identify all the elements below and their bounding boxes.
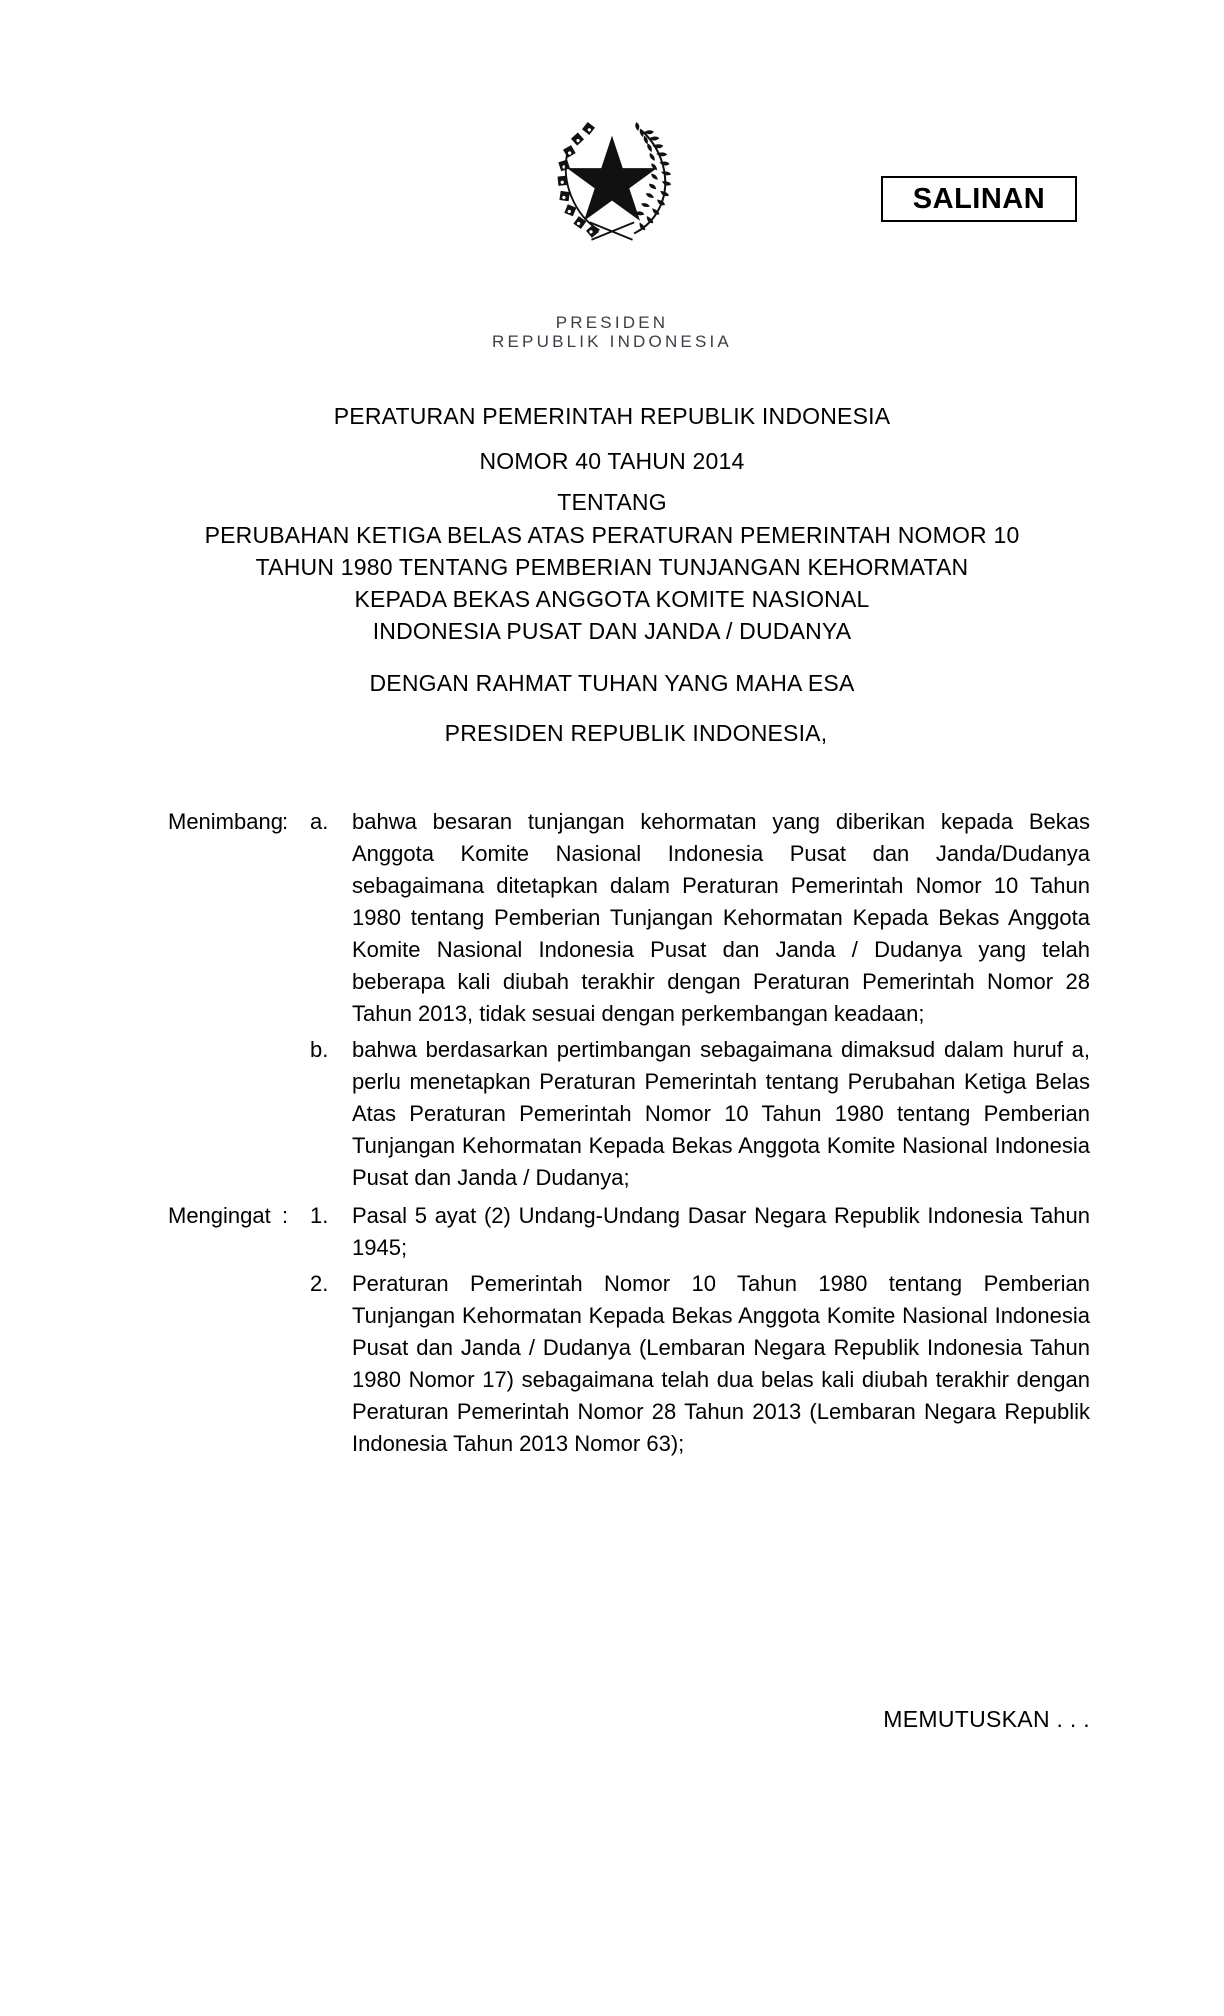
clause-row-mengingat <box>0 1200 1224 1460</box>
clause-row-menimbang <box>0 806 1224 1194</box>
list-item <box>310 1268 1090 1460</box>
list-item-marker: 1. <box>310 1203 329 1228</box>
subject-lines <box>112 519 1112 647</box>
clause-colon: : <box>282 1203 289 1228</box>
list-item-text: Pasal 5 ayat (2) Undang-Undang Dasar Negara Republik Indonesia Tahun 1945; <box>352 1203 1090 1260</box>
clause-label: Menimbang <box>168 809 283 834</box>
emblem-caption <box>0 313 1224 351</box>
clause-items <box>310 806 1224 1194</box>
clause-colon: : <box>282 809 289 834</box>
regulation-number: NOMOR 40 TAHUN 2014 <box>479 448 745 474</box>
clause-section <box>0 806 1224 1460</box>
emblem-caption-line2: REPUBLIK INDONESIA <box>492 332 732 351</box>
tentang-label: TENTANG <box>557 489 667 515</box>
presidential-seal-star-wreath-icon <box>532 104 692 254</box>
list-item <box>310 1034 1090 1194</box>
list-item-text: bahwa besaran tunjangan kehormatan yang diberikan kepada Bekas Anggota Komite Nasional Indonesia Pusat dan Janda/Dudanya sebagaimana ditetapkan dalam Peraturan Pemerintah Nomor 10 Tahun 1980 tentang Pemberian Tunjangan Kehormatan Kepada Bekas Anggota Komite Nasional Indonesia Pusat dan Janda / Dudanya yang telah beberapa kali diubah terakhir dengan Peraturan Pemerintah Nomor 28 Tahun 2013, tidak sesuai dengan perkembangan keadaan; <box>352 809 1090 1026</box>
subject-line-1: PERUBAHAN KETIGA BELAS ATAS PERATURAN PEMERINTAH NOMOR 10 <box>204 522 1020 548</box>
salinan-stamp-label: SALINAN <box>912 182 1046 215</box>
list-item-marker: b. <box>310 1037 329 1062</box>
list-item-text: Peraturan Pemerintah Nomor 10 Tahun 1980 tentang Pemberian Tunjangan Kehormatan Kepada Bekas Anggota Komite Nasional Indonesia Pusat dan Janda / Dudanya (Lembaran Negara Republik Indonesia Tahun 1980 Nomor 17) sebagaimana telah dua belas kali diubah terakhir dengan Peraturan Pemerintah Nomor 28 Tahun 2013 (Lembaran Negara Republik Indonesia Tahun 2013 Nomor 63); <box>352 1271 1090 1456</box>
list-item-text: bahwa berdasarkan pertimbangan sebagaimana dimaksud dalam huruf a, perlu menetapkan Peraturan Pemerintah tentang Perubahan Ketiga Belas Atas Peraturan Pemerintah Nomor 10 Tahun 1980 tentang Pemberian Tunjangan Kehormatan Kepada Bekas Anggota Komite Nasional Indonesia Pusat dan Janda / Dudanya; <box>352 1037 1090 1190</box>
list-item-marker: 2. <box>310 1271 329 1296</box>
list-item <box>310 806 1090 1030</box>
salinan-stamp <box>881 176 1077 222</box>
subject-line-3: KEPADA BEKAS ANGGOTA KOMITE NASIONAL <box>354 586 870 612</box>
list-item-marker: a. <box>310 809 329 834</box>
subject-line-4: INDONESIA PUSAT DAN JANDA / DUDANYA <box>372 618 852 644</box>
clause-items <box>310 1200 1224 1460</box>
footer-catchword: MEMUTUSKAN . . . <box>883 1706 1090 1732</box>
title-block <box>112 400 1112 747</box>
subject-line-2: TAHUN 1980 TENTANG PEMBERIAN TUNJANGAN KEHORMATAN <box>255 554 969 580</box>
authority-line: PRESIDEN REPUBLIK INDONESIA, <box>444 720 828 746</box>
clause-label: Mengingat <box>168 1203 271 1228</box>
emblem-caption-line1: PRESIDEN <box>555 313 669 332</box>
page-title: PERATURAN PEMERINTAH REPUBLIK INDONESIA <box>333 403 891 429</box>
list-item <box>310 1200 1090 1264</box>
blessing-line: DENGAN RAHMAT TUHAN YANG MAHA ESA <box>369 670 855 696</box>
